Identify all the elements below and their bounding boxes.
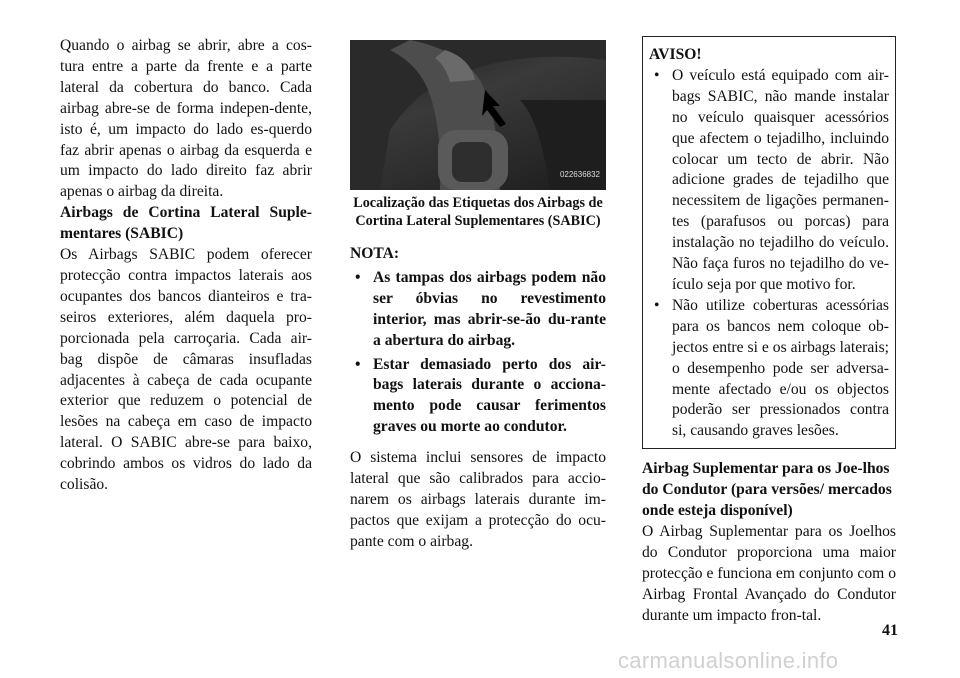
section-heading: Airbags de Cortina Lateral Suple-mentares (SABIC) (60, 204, 312, 243)
warning-item: • O veículo está equipado com air-bags SABIC, não mande instalar no veículo quaisquer acessórios que afectem o tejadilho, incluindo colocar um tecto de abrir. Não adicione grades de tejadilho que necessitem de ligações permanen-tes (parafusos ou porcas) para instalação no tejadilho do veículo. Não faça furos no tejadilho do ve-ículo seja por que motivo for. (649, 66, 889, 296)
body-paragraph: O sistema inclui sensores de impacto lateral que são calibrados para accio-narem os airbags laterais durante im-pactos que exijam a protecção do ocu-pante com o airbag. (350, 449, 606, 550)
body-paragraph: O Airbag Suplementar para os Joelhos do Condutor proporciona uma maior protecção e funciona em conjunto com o Airbag Frontal Avançado do Condutor durante um impacto fron-tal. (642, 522, 896, 624)
warning-list (649, 66, 889, 442)
right-column (642, 36, 896, 626)
warning-box (642, 36, 896, 449)
left-column (60, 36, 312, 496)
note-item: • Estar demasiado perto dos air-bags laterais durante o acciona-mento pode causar ferimentos graves ou morte ao condutor. (350, 355, 606, 439)
page-number: 41 (882, 622, 898, 639)
note-title: NOTA: (350, 245, 400, 262)
image-code: 022636832 (559, 170, 600, 180)
warning-item: • Não utilize coberturas acessórias para os bancos nem coloque ob-jectos entre si e os airbags laterais; o desempenho pode ser adversa-mente afectado e/ou os objectos poderão ser pressionados contra si, causando graves lesões. (649, 296, 889, 442)
watermark: carmanualsonline.info (618, 648, 839, 673)
sabic-label-photo (350, 40, 606, 190)
warning-title: AVISO! (649, 46, 702, 63)
note-list (350, 268, 606, 438)
body-paragraph: Os Airbags SABIC podem oferecer protecção contra impactos laterais aos ocupantes dos bancos dianteiros e tra-seiros exteriores, além daquela pro-porcionada pela carroçaria. Cada air-bag dispõe de câmaras insufladas adjacentes à cabeça de cada ocupante exterior que reduzem o potencial de lesões na cabeça em caso de impacto lateral. O SABIC abre-se para baixo, cobrindo ambos os vidros do lado da colisão. (60, 246, 312, 494)
body-paragraph: Quando o airbag se abrir, abre a cos-tura entre a parte da frente e a parte lateral da cobertura do banco. Cada airbag abre-se de forma indepen-dente, isto é, um impacto do lado es-querdo faz abrir apenas o airbag da esquerda e um impacto do lado direito faz abrir apenas o airbag da direita. (60, 37, 312, 201)
note-item: • As tampas dos airbags podem não ser óbvias no revestimento interior, mas abrir-se-ão du-rante a abertura do airbag. (350, 268, 606, 352)
figure-caption: Localização das Etiquetas dos Airbags de Cortina Lateral Suplementares (SABIC) (353, 195, 603, 229)
middle-column (350, 36, 606, 553)
section-heading: Airbag Suplementar para os Joe-lhos do Condutor (para versões/ mercados onde esteja disponível) (642, 460, 892, 520)
